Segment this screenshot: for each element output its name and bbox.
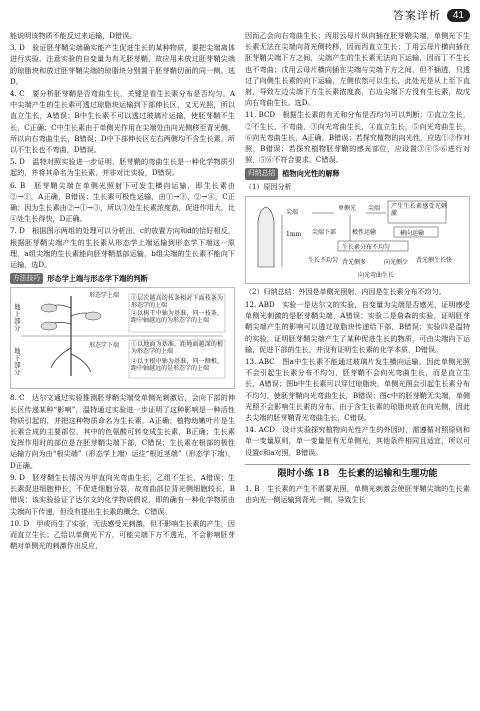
phototropism-figure (245, 196, 470, 284)
plant-morphology-figure (10, 287, 235, 389)
light-label: 单侧光 (338, 204, 357, 212)
method-section-header (10, 273, 235, 284)
faster-growth-label: 背光侧生长快 (416, 256, 453, 264)
answer-7: 7. D 根据图示两组的处理可以分析出，c的放置方向和d的恰好相反，根据胚芽鞘尖端产生的生长素从形态学上端运输到形态学下端这一原理，a组尖端的生长素能向胚芽鞘基部运输，b组尖端的生长素不能向下运输，选D。 (10, 226, 235, 270)
right-column (245, 30, 470, 552)
summary-subtitle: （1）原因分析 (245, 182, 292, 191)
answer-6: 6. B 胚芽鞘尖端在单侧光照射下可发生横向运输，即生长素由②→①，A正确，B错误；生长素可极性运输，由①→③、②→④，C正确；因为生长素由②→①→③，所以③处生长素浓度高，促进作用大，比④处生长得快，D正确。 (10, 180, 235, 224)
answer-3: 3. D 验证胚芽鞘尖端确实能产生促进生长的某种物质，要把尖端离体进行实验，注意实验的自变量为有无胚芽鞘，故应用未放过胚芽鞘尖端的琼脂块和放过胚芽鞘尖端的琼脂块分别置于胚芽鞘切面的同一侧。选D。 (10, 43, 235, 86)
answer-14: 14. ACD 设计实验探究植物向光性产生的外因时，需遵循对照原则和单一变量原则，单一变量是有无单侧光，其他条件相同且适宜，所以可设置c和a对照，B错误。 (245, 425, 470, 457)
uneven-distribution-label: 生长素分布不均匀 (342, 243, 391, 251)
method-tag: 方法技巧 (10, 273, 43, 284)
left-column (10, 30, 235, 552)
tip-node-label: 尖端 (368, 204, 381, 212)
tip-label: 尖端 (286, 208, 299, 216)
figure-note-2: ②以树干中轴为基准，同一枝条，距中轴越远的为形态学的上端 (131, 310, 223, 325)
shade-side-label: 背光侧多 (342, 258, 367, 266)
method-title: 形态学上端与形态学下端的判断 (47, 274, 148, 284)
answer-12: 12. ABD 实验一是达尔文的实验，自变量为尖端是否感光，证明感受单侧光刺激的是胚芽鞘尖端，A错误；实验二是詹森的实验，证明胚芽鞘尖端产生的影响可以透过琼脂块传递给下部，B错误；实验四是温特的实验，证明胚芽鞘尖端产生了某种促进生长的物质，可由尖端向下运输，促进下部的生长，并没有证明生长素的化学本质，D错误。 (245, 300, 470, 354)
lesson-title: 限时小练 18 生长素的运输和生理功能 (277, 468, 438, 479)
summary-section-header (245, 168, 470, 179)
one-mm-label: 1mm (286, 230, 302, 238)
answer-10-cont: 因而乙会向右弯曲生长；丙用云母片纵向插在胚芽鞘尖端，单侧光下生长素无法在尖端向背光侧转移，因而丙直立生长；丁用云母片横向插在胚芽鞘尖端下方之间，尖端产生的生长素无法向下运输，因而丁不生长也不弯曲；戊用云母片横向插在尖端与尖端下方之间，但不插透，只透过了向侧生长素的向下运输，左侧依然可以生长，此处光是从上至下直射，导致左边尖端下方生长素浓度高，右边尖端下方没有生长素，故戊向右弯曲生长。选D。 (245, 31, 470, 108)
summary-tag: 归纳总结 (245, 168, 278, 179)
answer-5: 5. D 温特对照实验进一步证明，胚芽鞘的弯曲生长是一种化学物质引起的，并将其命名为生长素，并非对比实验，D错误。 (10, 157, 235, 178)
uneven-growth-label: 生长不均匀 (308, 256, 339, 264)
page-number: 41 (447, 9, 470, 22)
upper-end-label: 形态学上端 (89, 292, 120, 300)
summary-note: （2）归纳总结：外因是单侧光照射，内因是生长素分布不均匀。 (245, 287, 446, 296)
figure-note-1: ①层次越高的枝条相对下面枝条为形态学的上端 (131, 295, 223, 310)
answer-8: 8. C 达尔文通过实验推测胚芽鞘尖端受单侧光刺激后，会向下部的伸长区传递某种“影响”，温特通过实验进一步证明了这种影响是一种活性物质引起的，并把这种物质命名为生长素，A正确；植物幼嫩叶片是生长素合成的主要部位，其中的色氨酸可转变成生长素，B正确；生长素发挥作用时的部位是在胚芽鞘尖端下部，C错误；生长素在根部的极性运输方向为由“根尖端”（形态学上端）运往“根近茎端”（形态学下端），D正确。 (10, 393, 235, 470)
produce-box-label: 产生生长素感受光刺激 (391, 202, 447, 217)
lesson-answer-1: 1. B 生长素的产生不需要光照，单侧光刺激会使胚芽鞘尖端的生长素由向光一侧运输到背光一侧，导致生长 (245, 484, 470, 505)
answer-9: 9. D 胚芽鞘生长情况为甲直向光弯曲生长，乙组不生长，A错误；生长素促进细胞伸长，不促进细胞分裂，故弯曲部位背光侧细胞较长，B错误；该实验验证了达尔文的化学物质假说，即的确有一种化学物质由尖端向下传递，但没有提出生长素的概念，C错误。 (10, 472, 235, 516)
figure-note-3: ①以地面为基准，距地面越深的根为形态学的上端 (131, 341, 223, 356)
ground-bottom-label: 地下部分 (14, 347, 21, 377)
summary-title: 植物向光性的解释 (282, 169, 340, 179)
page-header (10, 6, 470, 24)
sun-side-label: 向光侧少 (384, 258, 409, 266)
bend-label: 向光弯曲生长 (358, 271, 395, 279)
lateral-transport-label: 横向运输 (400, 229, 425, 237)
header-label: 答案详析 (392, 10, 441, 22)
answer-13: 13. ABC 图a中生长素不能通过玻璃片发生横向运输，因此单侧光照不会引起生长素分布不均匀，胚芽鞘不会向光弯曲生长，而是直立生长，A错误；图b中生长素可以穿过琼脂块，单侧光照会引起生长素分布不均匀，使胚芽鞘向光弯曲生长，B错误；图c中的胚芽鞘无尖端，单侧光照不会影响生长素的分布，由于含生长素的琼脂块放在向光侧，因此去尖端的胚芽鞘背光弯曲生长，C错误。 (245, 357, 470, 423)
answer-4: 4. C 要分析胚芽鞘是否弯曲生长，关键是看生长素分布是否均匀。A中尖端产生的生长素可透过琼脂块运输到下部伸长区，又无光照，所以直立生长，A错误；B中生长素不可以透过玻璃片运输，使胚芽鞘不生长，C正确；C中生长素由于单侧光作用在尖端处由向光侧移至背光侧，所以向右弯曲生长，B错误；D中下部伸长区左右两侧均不含生长素，所以不生长也不弯曲，D错误。 (10, 89, 235, 155)
figure-note-4: ②以主根中轴为基准，同一侧根，距中轴越远的是形态学的上端 (131, 358, 223, 373)
ground-top-label: 地上部分 (14, 303, 21, 333)
section-divider (245, 464, 470, 465)
polar-transport-label: 极性运输 (352, 228, 377, 236)
answer-10: 10. D 甲或丙生了实验，无法感受光刺激，但不影响生长素的产生，因而直立生长；乙给以单侧光下方，可能尖端下方不透光，不会影响胚芽鞘对单侧光的刺激作出反应， (10, 518, 235, 551)
answer-text: 能说明该物质不能反过来运输，D错误。 (10, 31, 137, 40)
answer-11: 11. BCD 根据生长素的有无和分布是否均匀可以判断：①直立生长，②不生长，不弯曲，③向光弯曲生长，④直立生长，⑤向光弯曲生长，⑥向光弯曲生长，A正确，B错误；若探究植物的向光性，应选①③作对照，B错误；若探究植物胚芽鞘的感光部位，应设置③④⑤⑥进行对照，⑤⑥不符合要求，C错误。 (245, 110, 470, 165)
lower-end-label: 形态学下端 (89, 342, 120, 350)
lower-part-label: 尖端下部 (312, 228, 337, 236)
